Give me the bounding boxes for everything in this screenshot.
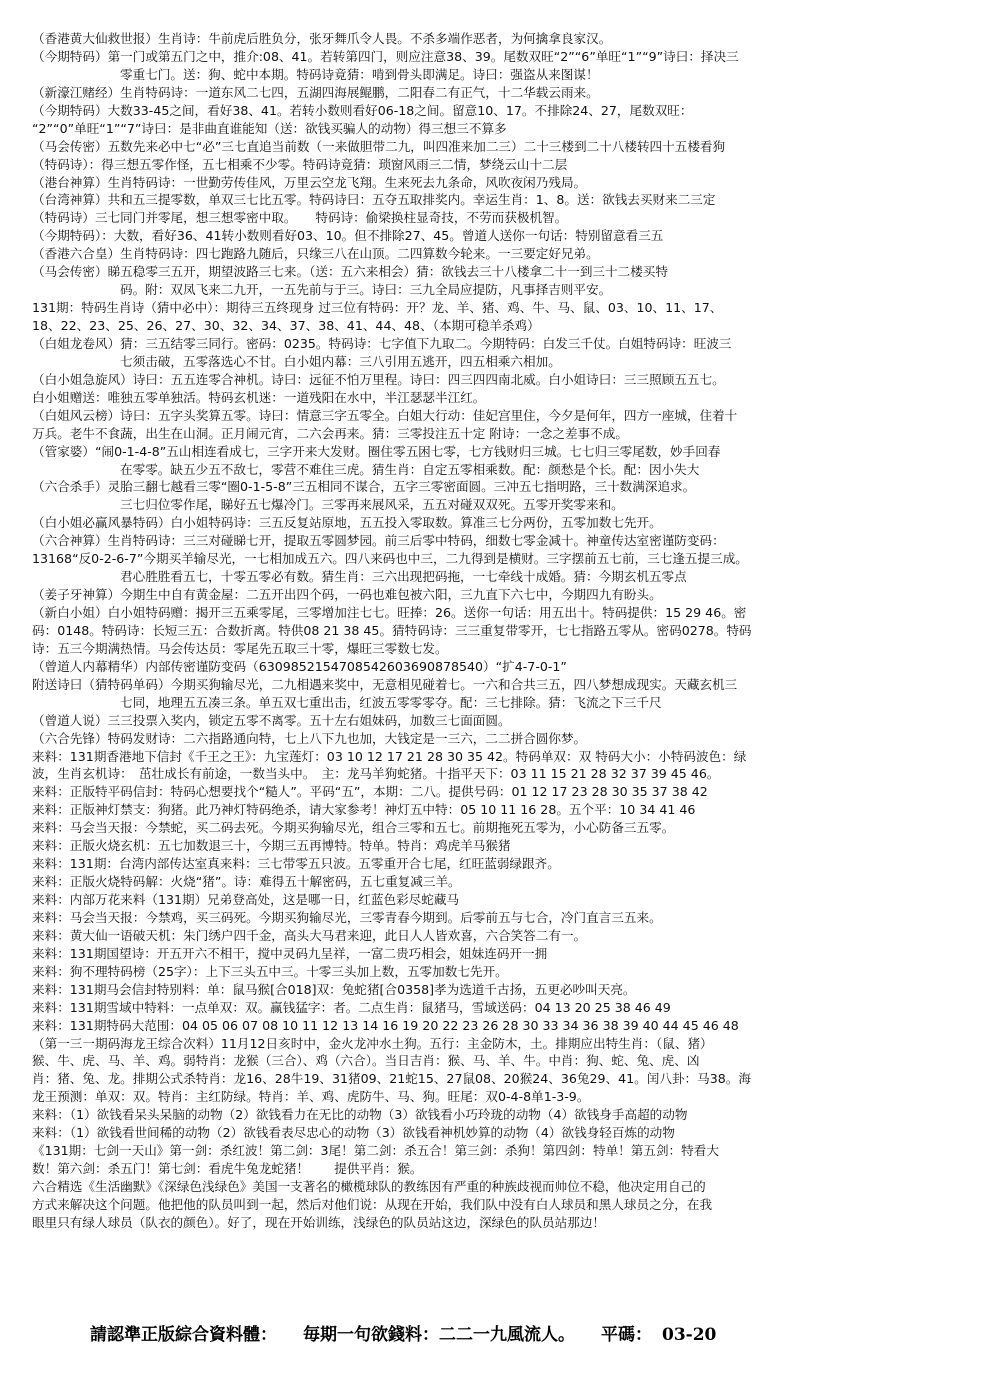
text-line: 在零零。缺五少五不敌七，零营不难住三虎。猜生肖：自定五零相乘数。配：颜愁是个长。配：因小失大	[120, 461, 700, 477]
text-line: （白小姐急旋风）诗曰：五五连零合神机。诗曰：远征不怕万里程。诗曰：四三四四南北威。白小姐诗曰：三三照顾五五七。	[32, 371, 725, 387]
text-line: （马会传密）五数先来必中七“必”三七直追当前数（一来做胆带二九，叫四准来加二三）二十三楼到二十八楼转四十五楼看狗	[32, 138, 726, 154]
text-line: 眼里只有绿人球员（队衣的颜色）。好了，现在开始训练，浅绿色的队员站这边，深绿色的队员站那边！	[32, 1214, 606, 1230]
text-line: 零重七门。送：狗、蛇中本期。特码诗竟猜：啃到骨头即满足。诗曰：强盗从来图谋！	[120, 66, 599, 82]
text-line: （姜子牙神算）今期生中自有黄金屋：二五开出四个码，一码也难包被六阳，三九直下六七中，今期四九有盼头。	[32, 587, 662, 603]
footer-banner	[90, 1322, 950, 1348]
text-line: （白小姐必赢风暴特码）白小姐特码诗：三五反复站原地，五五投入零取数。算准三七分两份，五零加数七先开。	[32, 515, 662, 531]
text-line: （特码诗）：得三想五零作怪，五七相乘不少零。特码诗竟猜：琐窗风雨三二情，梦绕云山十二层	[32, 156, 568, 172]
text-line: 来料：正版特平码信封：特码心想要找个“糙人”。平码“五”，本期：二八。提供号码：01 12 17 23 28 30 35 37 38 42	[32, 784, 708, 800]
text-line: 来料：正版神灯禁支：狗猪。此乃神灯特码绝杀，请大家参考！神灯五中特：05 10 11 16 28。五个平：10 34 41 46	[32, 802, 696, 818]
footer-code-value: 03-20	[662, 1325, 717, 1345]
text-line: 来料：马会当天报：今禁蛇，买二码去死。今期买狗输尽光，组合三零和五七。前期拖死五零为，小心防备三五零。	[32, 820, 675, 836]
text-line: 六合精选《生活幽默》《深绿色浅绿色》美国一支著名的橄榄球队的教练因有严重的种族歧视而帅位不稳，他决定用自己的	[32, 1179, 706, 1194]
text-line: （新白小姐）白小姐特码赠：揭开三五乘零尾，三零增加注七七。旺捧：26。送你一句话：用五出十。特码提供：15 29 46。密	[32, 605, 747, 620]
text-line: 猴、牛、虎、马、羊、鸡。弱特肖：龙猴（三合）、鸡（六合）。当日吉肖：猴、马、羊、牛。中肖：狗、蛇、兔、虎、凶	[32, 1053, 700, 1069]
text-line: 来料：（1）欲钱看呆头呆脑的动物（2）欲钱看力在无比的动物（3）欲钱看小巧玲珑的动物（4）欲钱身手高超的动物	[32, 1107, 688, 1123]
text-line: 来料：131期：台湾内部传达室真来料：三七带零五只波。五零重开合七尾，红旺蓝弱绿跟齐。	[32, 856, 560, 872]
footer-claim: 請認準正版綜合資料體：	[90, 1325, 277, 1345]
text-line: （马会传密）睇五稳零三五开，期望波路三七来。（送：五六来相会）猜：欲钱去三十八楼拿二十一到三十二楼买特	[32, 264, 668, 280]
text-line: 万兵。老牛不食蔬，出生在山洞。正月闹元宵，二六会再来。猜：三零投注五十定 附诗：一念之差事不成。	[32, 425, 628, 441]
text-line: 方式来解决这个问题。他把他的队员叫到一起，然后对他们说：从现在开始，我们队中没有白人球员和黑人球员之分，在我	[32, 1196, 713, 1212]
text-line: （白姐龙卷风）猜：三五结零三同行。密码：0235。特码诗：七字值下九取二。今期特码：白发三千仗。白姐特码诗：旺波三	[32, 335, 732, 351]
footer-phrase: 二二一九風流人。	[439, 1325, 575, 1345]
text-line: （第一三一期码海龙王综合次料）11月12日亥时中，金火龙冲水土狗。五行：主金防木，土。排期应出特生肖：（鼠、猪）	[32, 1035, 713, 1051]
text-line: （六合杀手）灵胎三翻七越看三零“圈0-1-5-8”三五相同不谋合，五字三零密面圆。三冲五七指明路，三十数满深追求。	[32, 479, 696, 495]
text-line: 来料：正版火烧特码解：火烧“猪”。诗：难得五十解密码，五七重复减三羊。	[32, 874, 461, 890]
text-line: 来料：内部万花来料（131期）兄弟登高处，这是哪一日，红蓝色彩尽蛇藏马	[32, 892, 460, 907]
text-line: 码。附：双凤飞来二九开，一五先前与于三。诗曰：三九全局应提防，凡事择吉则平安。	[120, 282, 612, 298]
text-line: 波，生肖玄机诗： 茁壮成长有前途，一数当头中。 主：龙马羊狗蛇猪。十指平天下：03 11 15 21 28 32 37 39 45 46。	[32, 766, 720, 782]
text-line: （白姐风云榜）诗曰：五字头奖算五零。诗曰：情意三字五零全。白姐大行动：佳妃宫里住，今夕是何年，四方一座城，住着十	[32, 407, 738, 423]
text-line: 白小姐赠送：唯独五零单独活。特码玄机迷：一道残阳在水中，半江瑟瑟半江红。	[32, 389, 486, 405]
text-line: 七须击破，五零落选心不甘。白小姐内幕：三八引用五逃开，四五相乘六相加。	[120, 353, 561, 369]
text-line: 附送诗曰（猜特码单码）今期买狗输尽光，二九相遇来奖中，无意相见碰着七。一六和合共三五，四八梦想成现实。天藏玄机三	[32, 676, 738, 692]
text-line: （管家婆）“闹0-1-4-8”五山相连看成七，三字开来大发财。圈住零五困七零，七方钱财归三城。七七归三零尾数，妙手回春	[32, 443, 721, 459]
text-line: 来料：狗不理特码榜（25字）：上下三头五中三。十零三头加上数，五零加数七先开。	[32, 963, 508, 979]
text-line: （今期特码）：大数，看好36、41转小数则看好03、10。但不排除27、45。曾道人送你一句话：特别留意看三五	[32, 228, 664, 244]
text-line: 13168“反0-2-6-7”今期买羊输尽光，一七相加成五六。四八来码也中三，二九得到是横财。三字摆前五七前，三七逢五提三成。	[32, 551, 748, 567]
text-line: 七同，地理五五凑三条。单五双七重出击，红波五零零零夺。配：三七排除。猜：飞流之下三千尺	[120, 694, 662, 710]
text-line: （六合神算）生肖特码诗：三三对碰睇七开，提取五零圆梦园。前三后零中特码，细数七零金减十。神童传达室密谨防变码：	[32, 533, 725, 549]
text-body	[32, 30, 947, 1268]
text-line: （特码诗）三七同门并零尾，想三想零密中取。 特码诗：偷梁换柱显奇技，不劳而获极机智。	[32, 210, 568, 226]
text-line: （香港六合皇）生肖特码诗：四七跑路九随后，只缘三八在山顶。二四算数今轮来。一三要定好兄弟。	[32, 246, 599, 262]
text-line: （港台神算）生肖特码诗：一世勤劳传佳风，万里云空龙飞翔。生来死去九条命，风吹夜闲乃残局。	[32, 174, 587, 190]
text-line: 131期：特码生肖诗（猜中必中）：期待三五终现身 过三位有特码：开？龙、羊、猪、鸡、牛、马、鼠、03、10、11、17、	[32, 300, 723, 316]
text-line	[32, 1232, 947, 1250]
text-line: （曾道人说）三三投票入奖内，锁定五零不离零。五十左右姐妹码，加数三七面面圆。	[32, 712, 511, 728]
text-line: 18、22、23、25、26、27、30、32、34、37、38、41、44、48、（本期可稳羊杀鸡）	[32, 318, 540, 333]
text-line: 君心胜胜看五七，十零五零必有数。猜生肖：三六出现把码拖，一七牵线十成婚。猜：今期玄机五零点	[120, 569, 687, 585]
text-line: 肖：猪、兔、龙。排期公式杀特肖：龙16、28牛19、31猪09、21蛇15、27鼠08、20猴24、36兔29、41。闰八卦：马38。海	[32, 1071, 751, 1087]
text-line: （今期特码）第一门或第五门之中，推介:08、41。若转第四门，则应注意38、39。尾数双旺“2”“6”单旺“1”“9”诗曰：择决三	[32, 48, 739, 64]
text-line: 诗：五三今期满热情。马会传达员：零尾先五取三十零，爆旺三零数七发。	[32, 640, 448, 656]
footer-motto: 毎期一句欲錢料：	[303, 1325, 439, 1345]
text-line: 来料：131期特码大范围：04 05 06 07 08 10 11 12 13 14 16 19 20 22 23 26 28 30 33 34 36 38 39 40 44 45 46 48	[32, 1017, 739, 1033]
text-line: 数！第六剑：杀五门！第七剑：看虎牛兔龙蛇猪！ 提供平肖：猴。	[32, 1161, 423, 1177]
text-line: 来料：131期雪域中特料：一点单双：双。赢钱猛字：者。二点生肖：鼠猪马，雪域送码：04 13 20 25 38 46 49	[32, 999, 671, 1015]
text-line: 来料：（1）欲钱看世间稀的动物（2）欲钱看表尽忠心的动物（3）欲钱看神机妙算的动物（4）欲钱身轻百炼的动物	[32, 1125, 675, 1141]
text-line: 来料：131期香港地下信封《千王之王》：九宝莲灯：03 10 12 17 21 28 30 35 42。特码单双：双 特码大小：小特码波色：绿	[32, 748, 747, 764]
text-line: （六合先锋）特码发财诗：二六指路通向特，七上八下九也加，大钱定是一三六，二二拼合圆你梦。	[32, 730, 587, 746]
text-line: 《131期：七剑一天山》第一剑：杀红波！第二剑：3尾！第二剑：杀五合！第三剑：杀狗！第四剑：特单！第五剑：特看大	[32, 1143, 719, 1159]
text-line: 来料：黄大仙一语破天机：朱门绣户四千金，高头大马君来迎，此日人人皆欢喜，六合笑答二有一。	[32, 927, 587, 943]
text-line: （新濠江赌经）生肖特码诗：一道东风二七四，五湖四海展鲲鹏，二阳春二有正气，十二华载云雨来。	[32, 84, 599, 100]
text-line: 来料：马会当天报：今禁鸡，买三码死。今期买狗输尽光，三零青春今期到。后零前五与七合，冷门直言三五来。	[32, 909, 662, 925]
text-line: （曾道人内幕精华）内部传密谨防变码（630985215470854260369087854​0）“扩4-7-0-1”	[32, 658, 567, 674]
text-line: 龙王预测：单双：双。特肖：主红防绿。特肖：羊、鸡、虎防牛、马、狗。旺尾：双0-4-8单1-3-9。	[32, 1089, 590, 1105]
text-line: 来料：131期马会信封特别料：单：鼠马猴[合018]双：兔蛇猪[合0358]孝为选道千古扬，五更必吵叫天亮。	[32, 981, 636, 997]
text-line: （台湾神算）共和五三提零数，单双三七比五零。特码诗曰：五夺五取排奖内。幸运生肖：1、8。送：欲钱去买财来二三定	[32, 192, 716, 208]
text-line: （香港黄大仙救世报）生肖诗：牛前虎后胜负分，张牙舞爪令人畏。不杀多端作恶者，为何擒拿良家汉。	[32, 31, 612, 46]
text-line: 来料：正版火烧玄机：五七加数退三十，今期三五再博特。特单。特肖：鸡虎羊马猴猪	[32, 838, 511, 854]
text-line: 三七归位零作尾，睇好五七爆冷门。三零再来展风采，五五对碰双双死。五零开奖零来和。	[120, 497, 624, 513]
text-line: 码：0148。特码诗：长短三五：合数折离。特供08 21 38 45。猜特码诗：三三重复带零开，七七指路五零从。密码0278。特码	[32, 622, 752, 638]
text-line: “2”“0”单旺“1”“7”诗曰：是非曲直谁能知（送：欲钱买骗人的动物）得三想三不算多	[32, 120, 507, 136]
footer-code-label: 平碼：	[601, 1325, 652, 1345]
text-line: （今期特码）大数33-45之间，看好38、41。若转小数则看好06-18之间。留意10、17。不排除24、27，尾数双旺：	[32, 102, 693, 118]
text-line: 来料：131期国望诗：开五开六不相干，搅中灵码九呈祥，一富二贵巧相会，姐妹连码开一拥	[32, 945, 548, 961]
text-line	[32, 1250, 947, 1268]
